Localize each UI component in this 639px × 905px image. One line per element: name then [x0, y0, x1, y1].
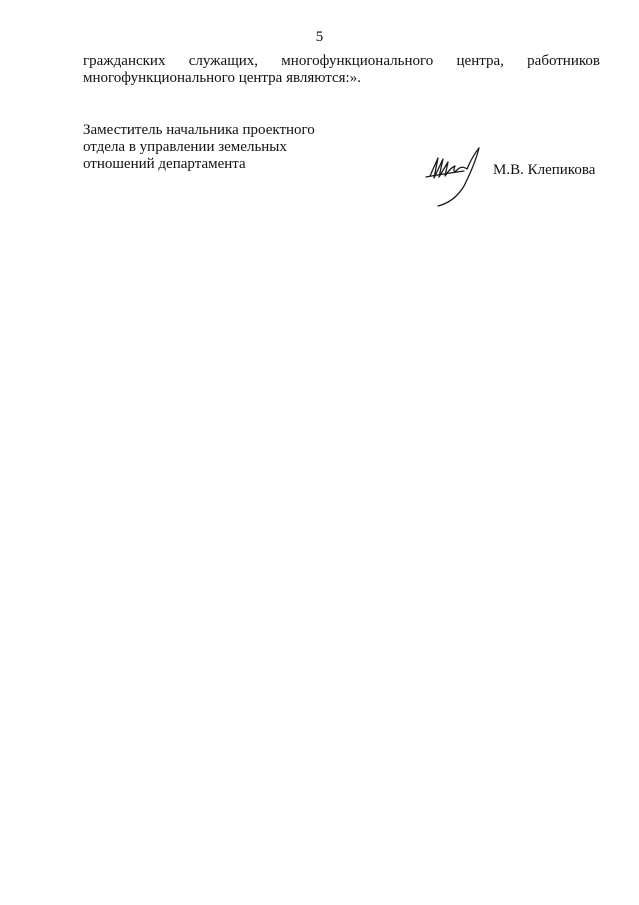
- signer-position: [83, 122, 315, 173]
- signer-name: М.В. Клепикова: [493, 162, 596, 178]
- position-line-2: отдела в управлении земельных: [83, 139, 287, 155]
- body-line-2: многофункционального центра являются:».: [83, 70, 361, 86]
- body-paragraph: [83, 53, 600, 87]
- position-line-1: Заместитель начальника проектного: [83, 122, 315, 138]
- body-word: центра,: [456, 53, 504, 69]
- body-word: гражданских: [83, 53, 166, 69]
- position-line-3: отношений департамента: [83, 156, 246, 172]
- body-word: служащих,: [188, 53, 259, 69]
- body-line-1: [83, 53, 600, 70]
- body-word: работников: [527, 53, 600, 69]
- body-word: многофункционального: [281, 53, 434, 69]
- page-number: 5: [315, 29, 324, 45]
- handwritten-signature: [424, 140, 494, 210]
